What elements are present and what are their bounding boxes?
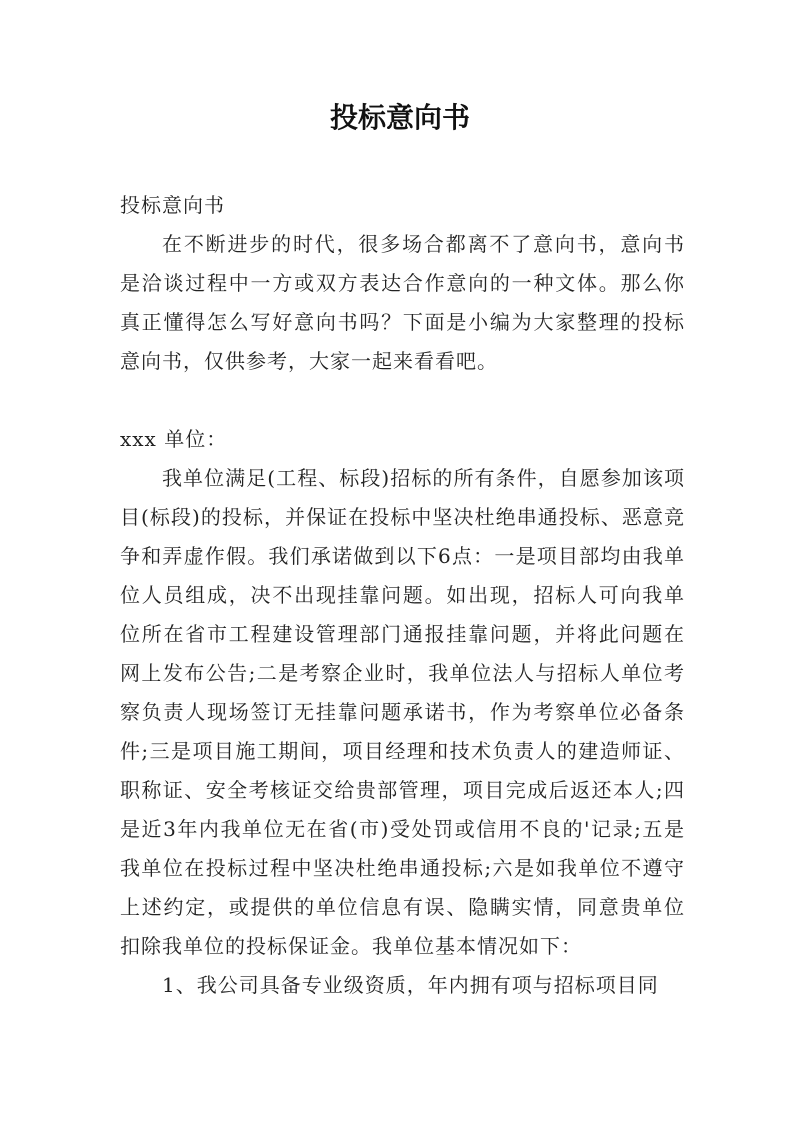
list-item-1: 1、我公司具备专业级资质，年内拥有项与招标项目同 xyxy=(162,973,659,997)
document-subtitle: 投标意向书 xyxy=(120,193,225,217)
document-body xyxy=(120,186,685,1005)
salutation: xxx 单位： xyxy=(120,427,228,451)
commitment-paragraph: 我单位满足(工程、标段)招标的所有条件，自愿参加该项目(标段)的投标，并保证在投标中坚决杜绝串通投标、恶意竞争和弄虚作假。我们承诺做到以下6点：一是项目部均由我单位人员组成，决不出现挂靠问题。如出现，招标人可向我单位所在省市工程建设管理部门通报挂靠问题，并将此问题在网上发布公告;二是考察企业时，我单位法人与招标人单位考察负责人现场签订无挂靠问题承诺书，作为考察单位必备条件;三是项目施工期间，项目经理和技术负责人的建造师证、职称证、安全考核证交给贵部管理，项目完成后返还本人;四是近3年内我单位无在省(市)受处罚或信用不良的'记录;五是我单位在投标过程中坚决杜绝串通投标;六是如我单位不遵守上述约定，或提供的单位信息有误、隐瞒实情，同意贵单位扣除我单位的投标保证金。我单位基本情况如下： xyxy=(120,466,685,958)
document-title: 投标意向书 xyxy=(329,101,470,134)
paragraph-spacer xyxy=(120,381,685,420)
intro-paragraph: 在不断进步的时代，很多场合都离不了意向书，意向书是洽谈过程中一方或双方表达合作意向的一种文体。那么你真正懂得怎么写好意向书吗？下面是小编为大家整理的投标意向书，仅供参考，大家一起来看看吧。 xyxy=(120,232,685,373)
